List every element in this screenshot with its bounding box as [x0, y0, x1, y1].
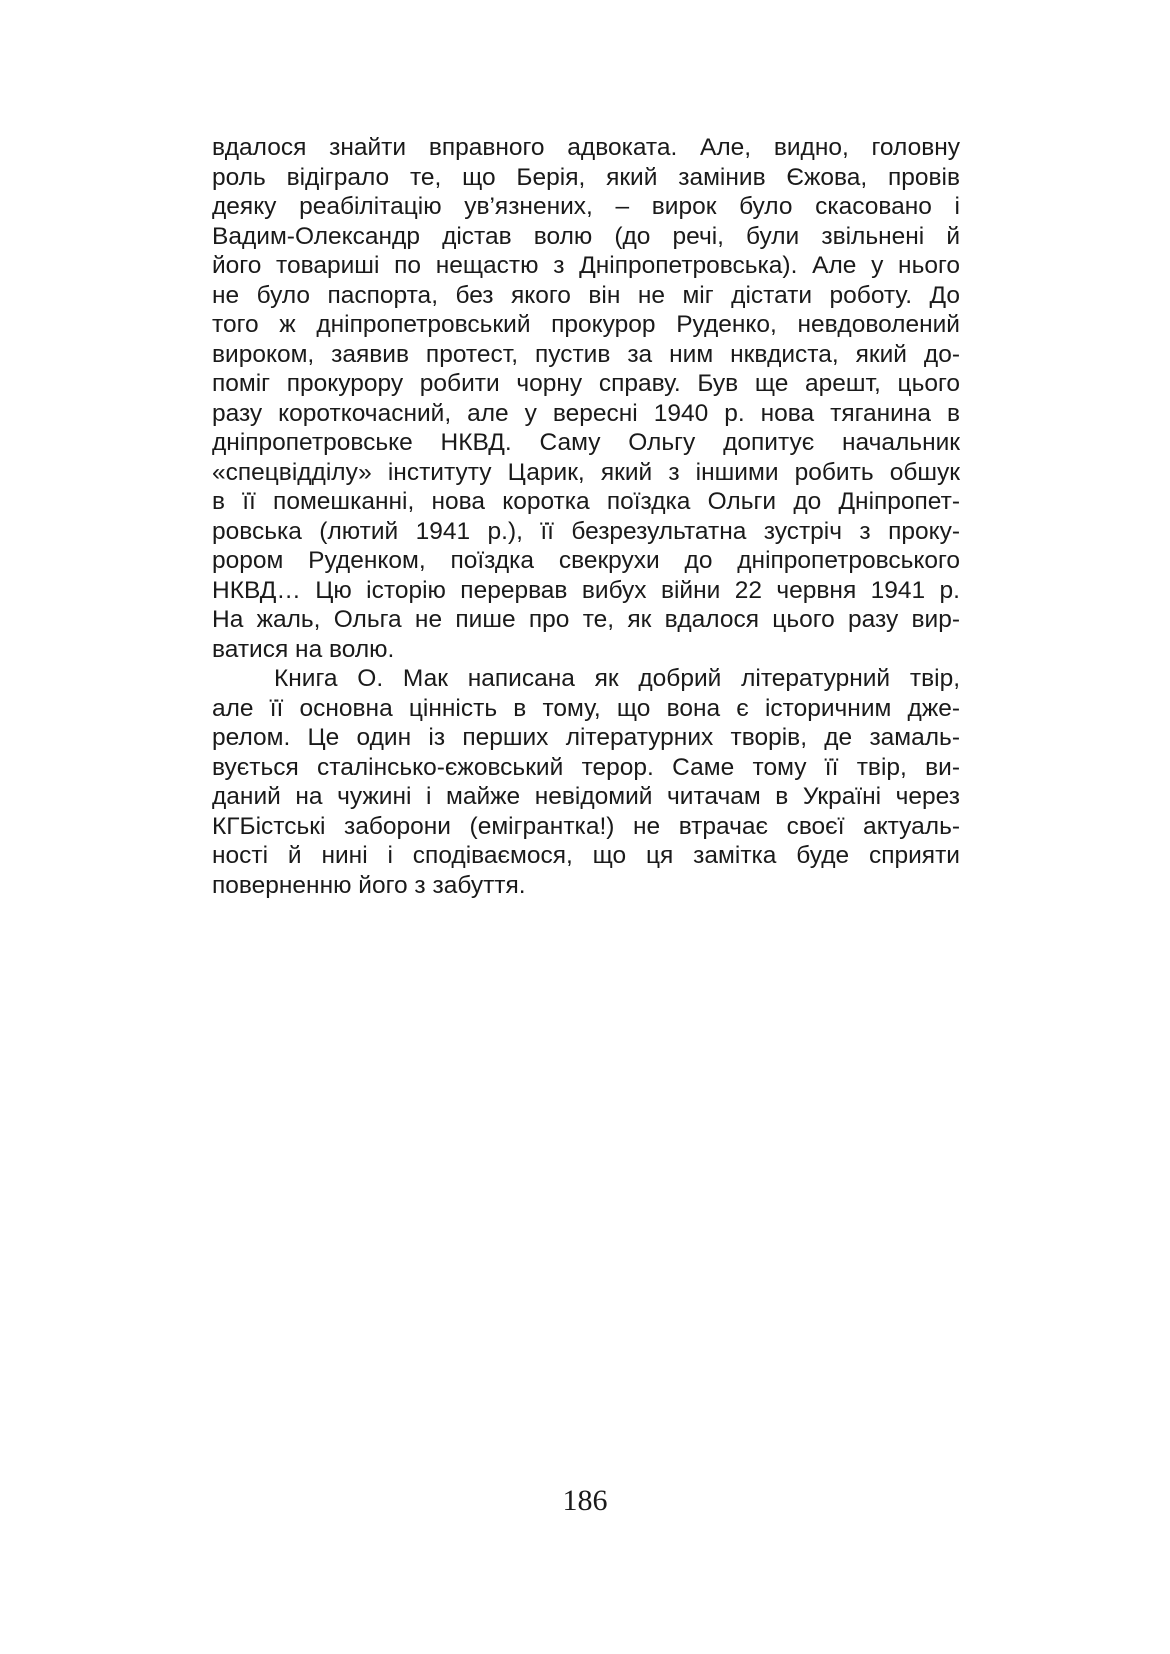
text-line: На жаль, Ольга не пише про те, як вдалося цього разу вир-: [212, 606, 960, 633]
text-line: не було паспорта, без якого він не міг дістати роботу. До: [212, 281, 960, 309]
text-line: ватися на волю.: [212, 635, 395, 663]
text-line: «спецвідділу» інституту Царик, який з іншими робить обшук: [212, 458, 960, 486]
text-line: поверненню його з забуття.: [212, 871, 526, 899]
text-line: в її помешканні, нова коротка поїздка Ольги до Дніпропет-: [212, 488, 960, 515]
text-line: дніпропетровське НКВД. Саму Ольгу допитує начальник: [212, 429, 960, 456]
text-line: НКВД… Цю історію перервав вибух війни 22 червня 1941 р.: [212, 576, 960, 604]
text-line: того ж дніпропетровський прокурор Руденко, невдоволений: [212, 311, 960, 338]
body-text: [212, 133, 960, 900]
text-line: ровська (лютий 1941 р.), її безрезультатна зустріч з проку-: [212, 517, 960, 545]
text-line: деяку реабілітацію ув’язнених, – вирок було скасовано і: [212, 193, 960, 220]
text-line: рором Руденком, поїздка свекрухи до дніпропетровського: [212, 547, 960, 574]
text-line: релом. Це один із перших літературних творів, де замаль-: [212, 724, 960, 751]
text-line: Книга О. Мак написана як добрий літературний твір,: [274, 665, 960, 692]
text-line: але її основна цінність в тому, що вона є історичним дже-: [212, 694, 960, 722]
text-line: роль відіграло те, що Берія, який замінив Єжова, провів: [212, 163, 960, 191]
paragraph-2: [212, 664, 960, 900]
text-line: вдалося знайти вправного адвоката. Але, видно, головну: [212, 134, 960, 161]
paragraph-1: [212, 133, 960, 664]
text-line: вується сталінсько-єжовський терор. Саме тому її твір, ви-: [212, 753, 960, 781]
text-line: його товариші по нещастю з Дніпропетровська). Але у нього: [212, 252, 960, 279]
text-line: даний на чужині і майже невідомий читачам в Україні через: [212, 783, 960, 810]
text-line: поміг прокурору робити чорну справу. Був ще арешт, цього: [212, 370, 960, 397]
text-line: ності й нині і сподіваємося, що ця замітка буде сприяти: [212, 842, 960, 869]
text-line: разу короткочасний, але у вересні 1940 р. нова тяганина в: [212, 399, 960, 427]
page-number: 186: [562, 1484, 608, 1517]
text-line: вироком, заявив протест, пустив за ним нквдиста, який до-: [212, 340, 960, 368]
text-line: Вадим-Олександр дістав волю (до речі, були звільнені й: [212, 222, 960, 250]
text-line: КГБістські заборони (емігрантка!) не втрачає своєї актуаль-: [212, 812, 960, 840]
